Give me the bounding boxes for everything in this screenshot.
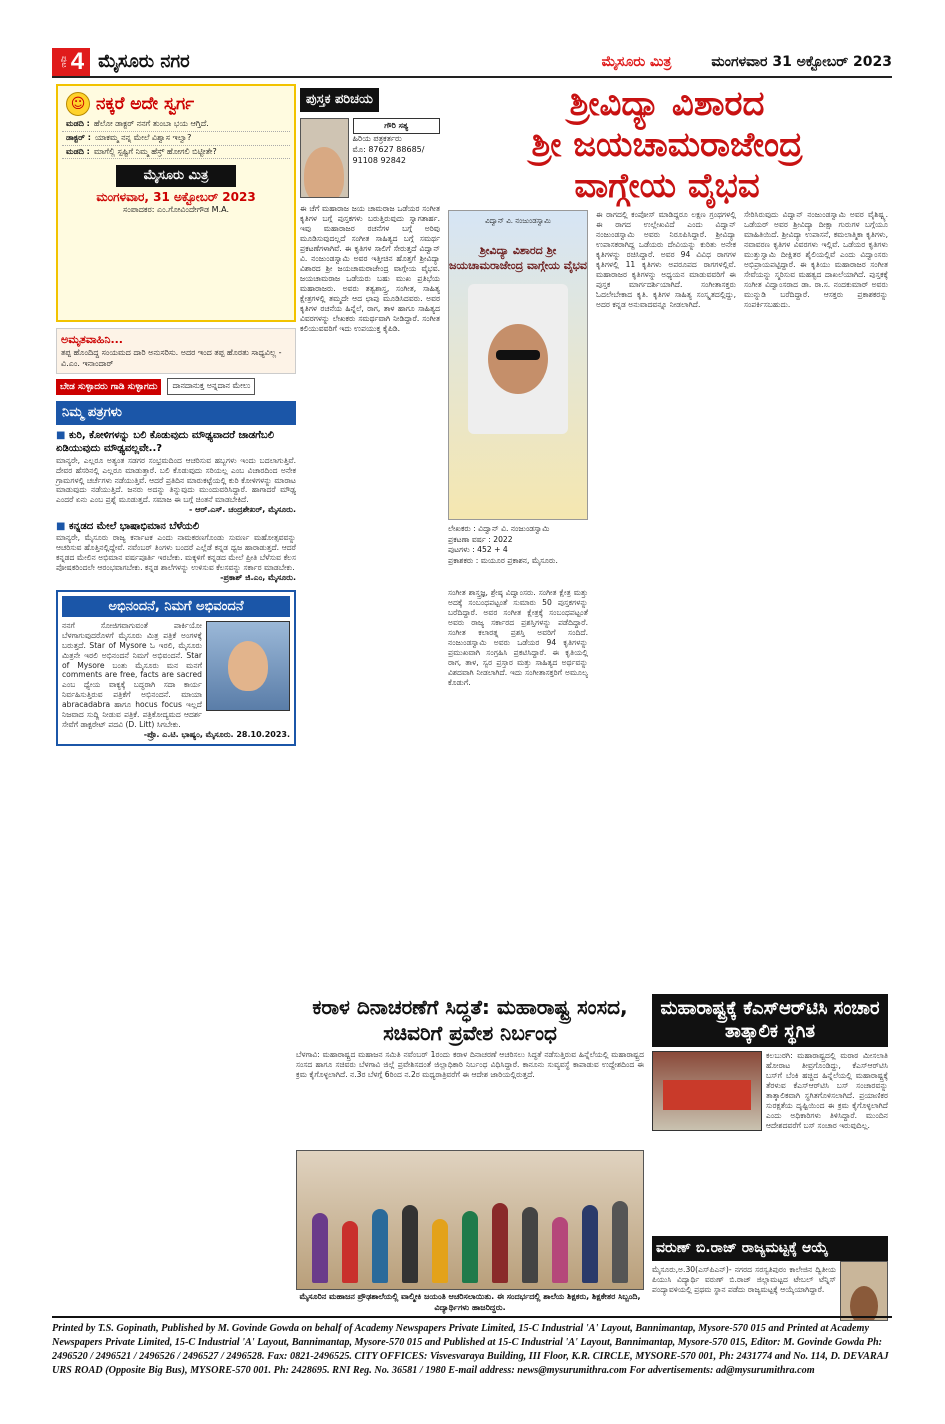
paper-logo: ಮೈಸೂರು ಮಿತ್ರ xyxy=(601,53,672,70)
book-cover-image xyxy=(448,210,588,520)
page-number: 4 xyxy=(70,47,85,75)
greeting-title: ಅಭಿನಂದನೆ, ನಿಮಗೆ ಅಭಿವಂದನೆ xyxy=(62,596,290,618)
letter-signature: - ಆರ್.ಎಸ್. ಚಂದ್ರಶೇಖರ್, ಮೈಸೂರು. xyxy=(189,505,296,515)
printer-imprint: Printed by T.S. Gopinath, Published by M. Govinde Gowda on behalf of Academy Newspapers Private Limited, 15-C Industrial 'A' Layout, Bannimantap, Mysore-570 015 and Printed at Academy Newspapers Private Limited, 15-C Industrial 'A' Layout, Bannimantap, Mysore-570 015 and Published at 15-C Industrial 'A' Layout, Bannimantap, Mysore-570 015, Editor: M. Govinde Gowda Ph: 2496520 / 2496521 / 2496526 / 2496527 / 2496528. Fax: 0821-2496525. CITY OFFICES: Visvesvaraya Building, III Floor, K.R. CIRCLE, MYSORE-570 001, Ph: 2431774 and No. 114, D. DEVARAJ URS ROAD (Opposite Big Bus), MYSORE-570 001. Ph: 2428695. RNI Reg. No. 36581 / 1980 E-mail address: news@mysurumithra.com For advertisements: ad@mysurumithra.com xyxy=(52,1316,892,1378)
page-word: ಪುಟ xyxy=(59,56,69,68)
student-photo xyxy=(840,1261,888,1321)
strike-story xyxy=(296,994,644,1134)
letter-title: ■ ಕುರಿ, ಕೋಳಿಗಳನ್ನು ಬಲಿ ಕೊಡುವುದು ಮೌಢ್ಯವಾದರೆ ಜಾಡಗೆಬಲಿ ಏಡಿಯುವುದು ಮೌಢ್ಯವಲ್ಲವೇ..? xyxy=(56,429,296,456)
congrats-story xyxy=(652,1236,888,1321)
humor-box xyxy=(56,84,296,322)
book-column-a: ಸಂಗೀತ ಶಾಸ್ತ್ರಜ್ಞ, ಶ್ರೇಷ್ಠ ವಿದ್ವಾಂಸರು. ಸಂಗೀತ ಕ್ಷೇತ್ರ ಮತ್ತು ಅದಕ್ಕೆ ಸಂಬಂಧಪಟ್ಟಂತೆ ಸುಮಾರು 50 ಪುಸ್ತಕಗಳನ್ನು ಬರೆದಿದ್ದಾರೆ. ಅವರ ಸಂಗೀತ ಕ್ಷೇತ್ರಕ್ಕೆ ಸಂಬಂಧಪಟ್ಟಂತೆ ಅವರು ರಾಜ್ಯ ಸರ್ಕಾರದ ಪ್ರಶಸ್ತಿಗಳನ್ನು ಪಡೆದಿದ್ದಾರೆ. ಸಂಗೀತ ಕಲಾರತ್ನ ಪ್ರಶಸ್ತಿ ಅವರಿಗೆ ಸಂದಿದೆ. ನಂಜುಂಡಸ್ವಾಮಿ ಅವರು ಒಡೆಯರ 94 ಕೃತಿಗಳನ್ನು ಪ್ರಮುಖವಾಗಿ ಸಂಗ್ರಹಿಸಿ ಪ್ರಕಟಿಸಿದ್ದಾರೆ. ಈ ಕೃತಿಯಲ್ಲಿ ರಾಗ, ತಾಳ, ಸ್ವರ ಪ್ರಸ್ತಾರ ಮತ್ತು ಸಾಹಿತ್ಯದ ಅರ್ಥವನ್ನು ವಿಶದವಾಗಿ ನೀಡಲಾಗಿದೆ. ಇದು ಸಂಗೀತಾಸಕ್ತರಿಗೆ ಅಮೂಲ್ಯ ಕೊಡುಗೆ. xyxy=(448,588,588,688)
section-name: ಮೈಸೂರು ನಗರ xyxy=(98,50,190,72)
letters-heading: ನಿಮ್ಮ ಪತ್ರಗಳು xyxy=(56,401,296,425)
greeting-signature: -ಪ್ರೊ. ಎ.ಟಿ. ಭಾಷ್ಯಂ, ಮೈಸೂರು. 28.10.2023. xyxy=(143,729,290,739)
greeting-text: ನನಗೆ ಸೋಜಿಗವಾಗುವಂತೆ ಪಾರ್ಕಿಯೋ ಬೆಳಗಾಗುವುದರೊಳಗೆ ಮೈಸೂರು ಮಿತ್ರ ಪತ್ರಿಕೆ ಅಂಗಳಕ್ಕೆ ಬರುತ್ತದೆ. Star of Mysore ಓ ಇರಲಿ, ಮೈಸೂರು ಮಿತ್ರನೇ ಇರಲಿ ಅಭಿನಂದನೆ ನಿಮಗೆ ಅಭಿವಂದನೆ. Star of Mysore ಬಂತು ಮೈಸೂರು ಮನ ಮನಗೆ comments are free, facts are sacred ಎಂಬ ಧ್ಯೇಯ ವಾಕ್ಯಕ್ಕೆ ಬದ್ಧರಾಗಿ ಸದಾ ಕಾರ್ಯ ನಿರ್ವಹಿಸುತ್ತಿರುವ ಪತ್ರಿಕೆಗೆ ಅಭಿನಂದನೆ. ಮಾಯಾ abracadabra ಹಾಗೂ hocus focus ಇಲ್ಲದೆ ನಿಜವಾದ ಸುದ್ದಿ ನೀಡುವ ಪತ್ರಿಕೆ. ಪತ್ರಿಕೋದ್ಯಮದ ಆದರ್ಶ ಸೇವೆಗೆ ಡಾಕ್ಟರೇಟ್ ಪದವಿ (D. Litt) ಸಿಗಬೇಕು. xyxy=(62,621,202,729)
humor-title-text: ನಕ್ಕರೆ ಅದೇ ಸ್ವರ್ಗ xyxy=(96,93,195,114)
ksrtc-headline: ಮಹಾರಾಷ್ಟ್ರಕ್ಕೆ ಕೆಎಸ್‌ಆರ್‌ಟಿಸಿ ಸಂಚಾರ ತಾತ್ಕಾಲಿಕ ಸ್ಥಗಿತ xyxy=(652,994,888,1047)
ksrtc-body: ಕಲಬುರಗಿ: ಮಹಾರಾಷ್ಟ್ರದಲ್ಲಿ ಮರಾಠ ಮೀಸಲಾತಿ ಹೋರಾಟ ತೀವ್ರಗೊಂಡಿದ್ದು, ಕೆಎಸ್‌ಆರ್‌ಟಿಸಿ ಬಸ್‌ಗೆ ಬೆಂಕಿ ಹಚ್ಚಿದ ಹಿನ್ನೆಲೆಯಲ್ಲಿ ಮಹಾರಾಷ್ಟ್ರಕ್ಕೆ ತೆರಳುವ ಕೆಎಸ್‌ಆರ್‌ಟಿಸಿ ಬಸ್ ಸಂಚಾರವನ್ನು ತಾತ್ಕಾಲಿಕವಾಗಿ ಸ್ಥಗಿತಗೊಳಿಸಲಾಗಿದೆ. ಪ್ರಯಾಣಿಕರ ಸುರಕ್ಷತೆಯ ದೃಷ್ಟಿಯಿಂದ ಈ ಕ್ರಮ ಕೈಗೊಳ್ಳಲಾಗಿದೆ ಎಂದು ಅಧಿಕಾರಿಗಳು ತಿಳಿಸಿದ್ದಾರೆ. ಮುಂದಿನ ಆದೇಶದವರೆಗೆ ಬಸ್ ಸಂಚಾರ ಇರುವುದಿಲ್ಲ. xyxy=(766,1050,888,1130)
photo-caption: ಮೈಸೂರಿನ ಮಹಾಜನ ಪ್ರೌಢಶಾಲೆಯಲ್ಲಿ ವಾಲ್ಮೀಕಿ ಜಯಂತಿ ಆಚರಿಸಲಾಯಿತು. ಈ ಸಂದರ್ಭದಲ್ಲಿ ಶಾಲೆಯ ಶಿಕ್ಷಕರು, ಶಿಕ್ಷಕೇತರ ಸಿಬ್ಬಂದಿ, ವಿದ್ಯಾರ್ಥಿಗಳು ಹಾಜರಿದ್ದರು. xyxy=(299,1292,641,1312)
reviewer-photo xyxy=(300,118,349,198)
page-header xyxy=(52,48,892,78)
quote-title: ಅಮೃತವಾಹಿನಿ... xyxy=(61,333,123,346)
congrats-body: ಮೈಸೂರು,ಅ.30(ಎಸ್‌ಪಿಎನ್)- ನಗರದ ಸರಸ್ವತಿಪುರಂ ಕಾಲೇಜಿನ ದ್ವಿತೀಯ ಪಿಯುಸಿ ವಿದ್ಯಾರ್ಥಿ ವರುಣ್ ಬಿ.ರಾಜ್ ಜಿಲ್ಲಾಮಟ್ಟದ ಟೇಬಲ್ ಟೆನ್ನಿಸ್ ಪಂದ್ಯಾವಳಿಯಲ್ಲಿ ಪ್ರಥಮ ಸ್ಥಾನ ಪಡೆದು ರಾಜ್ಯಮಟ್ಟಕ್ಕೆ ಆಯ್ಕೆಯಾಗಿದ್ದಾರೆ. xyxy=(652,1264,836,1294)
mini-date: ಮಂಗಳವಾರ, 31 ಅಕ್ಟೋಬರ್ 2023 xyxy=(96,189,256,204)
reviewer-phone: ಮೊ: 87627 88685/ 91108 92842 xyxy=(352,145,425,165)
burnt-bus-photo xyxy=(652,1051,762,1131)
author-photo xyxy=(206,621,290,711)
meta-author: ಲೇಖಕರು : ವಿದ್ವಾನ್ ವಿ. ನಂಜುಂಡಸ್ವಾಮಿ xyxy=(448,524,550,533)
reviewer-name: ಗೌರಿ ಸತ್ಯ xyxy=(353,118,440,135)
maharaja-portrait xyxy=(468,284,568,434)
joke-line: ಡಾಕ್ಟರ್ : ಯಾಕಮ್ಮ ನನ್ನ ಮೇಲೆ ವಿಶ್ವಾಸ ಇಲ್ವಾ? xyxy=(62,132,290,146)
mini-editor-line: ಸಂಪಾದಕರ: ಎಂ.ಗೋವಿಂದೇಗೌಡ M.A. xyxy=(122,205,230,215)
quote-box xyxy=(56,328,296,374)
book-column-b: ಈ ರಾಗದಲ್ಲಿ ಕಂಪೋಸ್ ಮಾಡಿದ್ದರೂ ಲಕ್ಷಣ ಗ್ರಂಥಗಳಲ್ಲಿ ಈ ರಾಗದ ಉಲ್ಲೇಖವಿದೆ ಎಂದು ವಿದ್ವಾನ್ ನಂಜುಂಡಸ್ವಾಮಿ ಅವರು ನಿರೂಪಿಸಿದ್ದಾರೆ. ಶ್ರೀವಿದ್ಯಾ ಉಪಾಸಕರಾಗಿದ್ದ ಒಡೆಯರು ದೇವಿಯನ್ನು ಕುರಿತು ಅನೇಕ ಕೃತಿಗಳನ್ನು ರಚಿಸಿದ್ದಾರೆ. ಅವರ 94 ವಿವಿಧ ರಾಗಗಳ ಕೃತಿಗಳಲ್ಲಿ 11 ಕೃತಿಗಳು ಅಪರೂಪದ ರಾಗಗಳಲ್ಲಿವೆ. ಮಹಾರಾಜರ ಕೃತಿಗಳನ್ನು ಅಧ್ಯಯನ ಮಾಡುವವರಿಗೆ ಈ ಪುಸ್ತಕ ಮಾರ್ಗದರ್ಶಿಯಾಗಿದೆ. ಸಂಗೀತಾಸಕ್ತರು ಓದಲೇಬೇಕಾದ ಕೃತಿ. ಕೃತಿಗಳ ಸಾಹಿತ್ಯ ಸಂಸ್ಕೃತದಲ್ಲಿದ್ದು, ಅದರ ಕನ್ನಡ ಅನುವಾದವನ್ನೂ ನೀಡಲಾಗಿದೆ. xyxy=(596,210,736,310)
reviewer-card xyxy=(300,118,440,198)
ad-right: ದಾನದಾನುಕ್ತ ಅನ್ನದಾನ ಮೇಲು xyxy=(167,378,255,395)
congrats-headline: ವರುಣ್ ಬಿ.ರಾಜ್ ರಾಜ್ಯಮಟ್ಟಕ್ಕೆ ಆಯ್ಕೆ xyxy=(652,1236,888,1261)
book-intro-text: ಈ ಚೆಗೆ ಮಹಾರಾಜ ಜಯ ಚಾಮರಾಜ ಒಡೆಯರ ಸಂಗೀತ ಕೃತಿಗಳ ಬಗ್ಗೆ ಪುಸ್ತಕಗಳು ಬರುತ್ತಿರುವುದು ಸ್ವಾಗತಾರ್ಹ. ಇವು ಮಹಾರಾಜರ ರಚನೆಗಳ ಬಗ್ಗೆ ಅರಿವು ಮೂಡಿಸುವುದಲ್ಲದೆ ಸಂಗೀತ ಸಾಹಿತ್ಯದ ಬಗ್ಗೆ ಸಮರ್ಥ ಪ್ರಕಟಣೆಗಳಾಗಿವೆ. ಈ ಕೃತಿಗಳ ಸಾಲಿಗೆ ಸೇರುತ್ತದೆ ವಿದ್ವಾನ್ ವಿ. ನಂಜುಂಡಸ್ವಾಮಿ ಅವರ ಇತ್ತೀಚಿನ ಹೊತ್ತಗೆ ಶ್ರೀವಿದ್ಯಾ ವಿಶಾರದ ಶ್ರೀ ಜಯಚಾಮರಾಜೇಂದ್ರ ವಾಗ್ಗೇಯ ವೈಭವ. ಜಯಚಾಮರಾಜ ಒಡೆಯರು ಬಹು ಮುಖ ಪ್ರತಿಭೆಯ ಮಹಾರಾಜರು. ಅವರು ತತ್ವಶಾಸ್ತ್ರ, ಸಂಗೀತ, ಸಾಹಿತ್ಯ ಕ್ಷೇತ್ರಗಳಲ್ಲಿ ತಮ್ಮದೇ ಆದ ಛಾಪು ಮೂಡಿಸಿದವರು. ಅವರ ಕೃತಿಗಳ ರಚನೆಯ ಹಿನ್ನೆಲೆ, ರಾಗ, ತಾಳ ಹಾಗೂ ಸಾಹಿತ್ಯದ ವಿವರಗಳನ್ನು ಲೇಖಕರು ಸಮರ್ಥವಾಗಿ ನೀಡಿದ್ದಾರೆ. ಸಂಗೀತ ಕಲಿಯುವವರಿಗೆ ಇದು ಉಪಯುಕ್ತ ಕೈಪಿಡಿ. xyxy=(300,203,440,333)
joke-line: ಮಡದಿ : ಹೆಲೋ ಡಾಕ್ಟರ್ ನನಗೆ ತುಂಬಾ ಭಯ ಆಗ್ತಿದೆ. xyxy=(62,118,290,132)
greeting-box xyxy=(56,590,296,747)
letter-body: ಮಾನ್ಯರೇ, ಮೈಸೂರು ರಾಜ್ಯ ಕರ್ನಾಟಕ ಎಂದು ನಾಮಕರಣಗೊಂಡು ಸುವರ್ಣ ಮಹೋತ್ಸವವನ್ನು ಆಚರಿಸುವ ಹೊತ್ತಿನಲ್ಲಿದ್ದೇವೆ. ನವೆಂಬರ್ ತಿಂಗಳು ಬಂದರೆ ಎಲ್ಲೆಡೆ ಕನ್ನಡ ಧ್ವಜ ಹಾರಾಡುತ್ತದೆ. ಆದರೆ ಕನ್ನಡದ ಮೇಲಿನ ಅಭಿಮಾನ ವರ್ಷಪೂರ್ತಿ ಇರಬೇಕು. ಮಕ್ಕಳಿಗೆ ಕನ್ನಡದ ಮೇಲೆ ಪ್ರೀತಿ ಬೆಳೆಸುವ ಕೆಲಸ ಪೋಷಕರಿಂದಲೇ ಆರಂಭವಾಗಬೇಕು. ಕನ್ನಡ ಶಾಲೆಗಳನ್ನು ಉಳಿಸುವ ಕೆಲಸವನ್ನು ಸರ್ಕಾರ ಮಾಡಬೇಕು. xyxy=(56,533,296,572)
letter-item xyxy=(56,520,296,584)
mini-logo: ಮೈಸೂರು ಮಿತ್ರ xyxy=(116,165,236,187)
letter-title: ■ ಕನ್ನಡದ ಮೇಲೆ ಭಾಷಾಭಿಮಾನ ಬೆಳೆಯಲಿ xyxy=(56,520,296,534)
cover-title: ಶ್ರೀವಿದ್ಯಾ ವಿಶಾರದ ಶ್ರೀ ಜಯಚಾಮರಾಜೇಂದ್ರ ವಾಗ್ಗೇಯ ವೈಭವ xyxy=(449,244,587,273)
reviewer-role: ಹಿರಿಯ ಪತ್ರಕರ್ತರು xyxy=(352,134,402,144)
laughing-face-icon: ☺ xyxy=(66,92,90,116)
headline-line: ಶ್ರೀ ಜಯಚಾಮರಾಜೇಂದ್ರ xyxy=(531,124,803,165)
book-section-heading: ಪುಸ್ತಕ ಪರಿಚಯ xyxy=(300,88,379,112)
headline-line: ವಾಗ್ಗೇಯ ವೈಭವ xyxy=(574,165,760,206)
page-number-tag xyxy=(52,48,90,76)
humor-title xyxy=(62,90,290,118)
book-meta xyxy=(448,524,588,567)
cover-author: ವಿದ್ವಾನ್ ವಿ. ನಂಜುಂಡಸ್ವಾಮಿ xyxy=(485,217,551,225)
letter-signature: -ಪ್ರಕಾಶ್ ಜಿ.ಎಂ, ಮೈಸೂರು. xyxy=(220,572,296,582)
meta-pages: ಪುಟಗಳು : 452 + 4 xyxy=(448,545,508,555)
headline-line: ಶ್ರೀವಿದ್ಯಾ ವಿಶಾರದ xyxy=(569,84,765,124)
book-headline xyxy=(448,84,886,206)
meta-publisher: ಪ್ರಕಾಶಕರು : ಮಯೂರ ಪ್ರಕಾಶನ, ಮೈಸೂರು. xyxy=(448,555,558,565)
ad-left: ಬೇಡ ಸುಳ್ಳಾದರು ಗಾಡಿ ಸುಳ್ಳಾಗದು xyxy=(56,379,161,395)
strike-headline: ಕರಾಳ ದಿನಾಚರಣೆಗೆ ಸಿದ್ಧತೆ: ಮಹಾರಾಷ್ಟ್ರ ಸಂಸದ, ಸಚಿವರಿಗೆ ಪ್ರವೇಶ ನಿರ್ಬಂಧ xyxy=(312,995,628,1045)
ksrtc-story xyxy=(652,994,888,1215)
joke-line: ಮಡದಿ : ಮಾಗೆಲ್ಲಿ ಸ್ಪಷ್ಟಿಗೆ ನಿಮ್ಮ ಹೆಸ್ರ್ ಹೋಗಲಿ ಬಿಟ್ಟೀತೇ? xyxy=(62,146,290,160)
letter-body: ಮಾನ್ಯರೇ, ಎಲ್ಲರೂ ಅತ್ಯಂತ ಸಡಗರ ಸಂಭ್ರಮದಿಂದ ಆಚರಿಸುವ ಹಬ್ಬಗಳು ಇಂದು ಬದಲಾಗುತ್ತಿವೆ. ದೇವರ ಹೆಸರಿನಲ್ಲಿ ಎಲ್ಲರೂ ಮಾಡುತ್ತಾರೆ. ಬಲಿ ಕೊಡುವುದು ಸರಿಯಲ್ಲ ಎಂಬ ವಿಚಾರದಿಂದ ಅನೇಕ ಗ್ರಾಮಗಳಲ್ಲಿ ಚರ್ಚೆಗಳು ನಡೆಯುತ್ತಿವೆ. ಆದರೆ ಪ್ರತಿದಿನ ಮಾರುಕಟ್ಟೆಯಲ್ಲಿ ಕುರಿ ಕೋಳಿಗಳನ್ನು ಮಾರಾಟ ಮಾಡುವುದು ನಡೆಯುತ್ತಿದೆ. ಜನರು ಅದನ್ನು ತಿನ್ನುವುದು ಮುಂದುವರಿಸಿದ್ದಾರೆ. ಹಾಗಾದರೆ ಮೌಢ್ಯ ಎಂದರೆ ಏನು ಎಂಬ ಪ್ರಶ್ನೆ ಮೂಡುತ್ತದೆ. ಸಮಾಜ ಈ ಬಗ್ಗೆ ಚಿಂತನೆ ಮಾಡಬೇಕಿದೆ. xyxy=(56,455,296,505)
book-column-c: ಸೇರಿಸಿರುವುದು ವಿದ್ವಾನ್ ನಂಜುಂಡಸ್ವಾಮಿ ಅವರ ವೈಶಿಷ್ಟ್ಯ. ಒಡೆಯರ್ ಅವರ ಶ್ರೀವಿದ್ಯಾ ದೀಕ್ಷಾ ಗುರುಗಳ ಬಗ್ಗೆಯೂ ಮಾಹಿತಿಯಿದೆ. ಶ್ರೀವಿದ್ಯಾ ಉಪಾಸನೆ, ಕಮಲಾತ್ಮಿಕಾ ಕೃತಿಗಳು, ನವಾವರಣ ಕೃತಿಗಳ ವಿವರಗಳು ಇಲ್ಲಿವೆ. ಒಡೆಯರ ಕೃತಿಗಳು ಮುತ್ತುಸ್ವಾಮಿ ದೀಕ್ಷಿತರ ಶೈಲಿಯಲ್ಲಿವೆ ಎಂದು ವಿದ್ವಾಂಸರು ಅಭಿಪ್ರಾಯಪಟ್ಟಿದ್ದಾರೆ. ಈ ಕೃತಿಯು ಮಹಾರಾಜರ ಸಂಗೀತ ಸೇವೆಯನ್ನು ಸ್ಮರಿಸುವ ಮಹತ್ವದ ದಾಖಲೆಯಾಗಿದೆ. ಪುಸ್ತಕಕ್ಕೆ ಸಂಗೀತ ವಿದ್ವಾಂಸರಾದ ಡಾ. ರಾ.ಸ. ನಂದಕುಮಾರ್ ಅವರು ಮುನ್ನುಡಿ ಬರೆದಿದ್ದಾರೆ. ಆಸಕ್ತರು ಪ್ರಕಾಶಕರನ್ನು ಸಂಪರ್ಕಿಸಬಹುದು. xyxy=(744,210,888,310)
left-column xyxy=(56,84,296,746)
ad-strip xyxy=(56,378,296,395)
group-photo xyxy=(296,1150,644,1290)
meta-year: ಪ್ರಕಟಣಾ ವರ್ಷ : 2022 xyxy=(448,534,513,544)
book-column xyxy=(300,88,440,334)
strike-body: ಬೆಳಗಾವಿ: ಮಹಾರಾಷ್ಟ್ರದ ಮಹಾಜನ ಸಮಿತಿ ನವೆಂಬರ್ 1ರಂದು ಕರಾಳ ದಿನಾಚರಣೆ ಆಚರಿಸಲು ಸಿದ್ಧತೆ ನಡೆಸುತ್ತಿರುವ ಹಿನ್ನೆಲೆಯಲ್ಲಿ ಮಹಾರಾಷ್ಟ್ರದ ಸಂಸದ ಹಾಗೂ ಸಚಿವರು ಬೆಳಗಾವಿ ಜಿಲ್ಲೆ ಪ್ರವೇಶಿಸದಂತೆ ಜಿಲ್ಲಾಧಿಕಾರಿ ನಿರ್ಬಂಧ ವಿಧಿಸಿದ್ದಾರೆ. ಕಾನೂನು ಸುವ್ಯವಸ್ಥೆ ಕಾಪಾಡುವ ಉದ್ದೇಶದಿಂದ ಈ ಕ್ರಮ ಕೈಗೊಳ್ಳಲಾಗಿದೆ. ನ.3ರ ಬೆಳಗ್ಗೆ 6ರಿಂದ ನ.2ರ ಮಧ್ಯರಾತ್ರಿವರೆಗೆ ಈ ಆದೇಶ ಜಾರಿಯಲ್ಲಿರುತ್ತದೆ. xyxy=(296,1050,644,1080)
letter-item xyxy=(56,429,296,516)
issue-date: ಮಂಗಳವಾರ 31 ಅಕ್ಟೋಬರ್ 2023 xyxy=(711,53,892,70)
quote-text: ತಪ್ಪ ಹೊಂದಿದ್ದ ಸಂಯಮದ ದಾರಿ ಅನುಸರಿಸು. ಅದರ ಇಂದ ತಪ್ಪ ಹೊರತು ಸಾಧ್ಯವಿಲ್ಲ - ವಿ.ಎಂ. ಇನಾಂದಾರ್ xyxy=(61,347,282,368)
